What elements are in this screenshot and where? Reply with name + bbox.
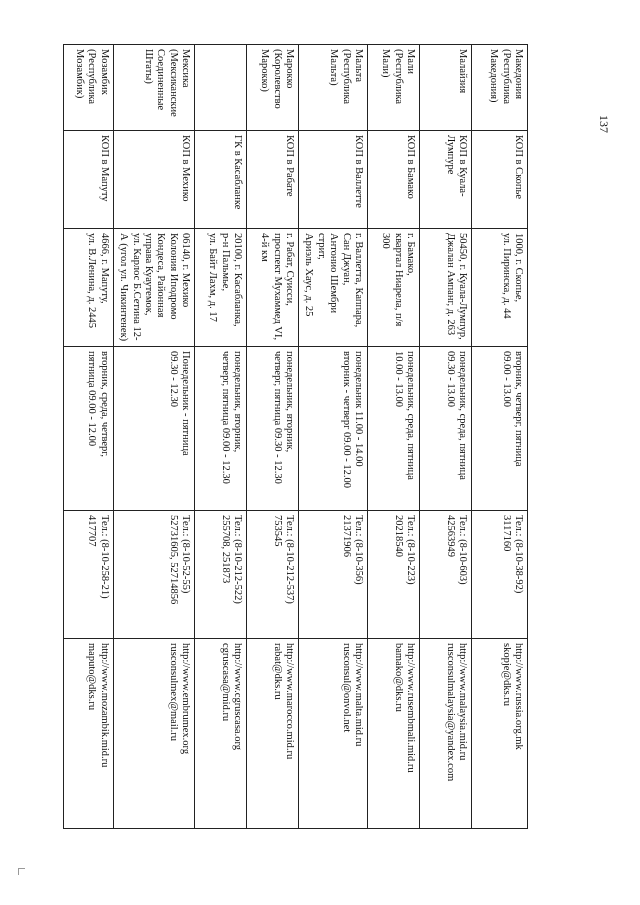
country-cell [63,45,113,131]
country-cell-text: Мозамбик (Республика Мозамбик) [74,49,110,105]
phone-cell [299,511,368,639]
phone-cell-text: Тел.: (8-10-52-55) 52731605, 52714856 [167,515,192,605]
office-cell [368,131,420,229]
country-cell [472,45,528,131]
office-cell [63,131,113,229]
table-row [368,45,420,829]
office-cell-text: КОП в Мехико [180,135,192,202]
phone-cell [368,511,420,639]
office-cell [420,131,472,229]
hours-cell [113,347,194,511]
table-row [247,45,299,829]
hours-cell [420,347,472,511]
country-cell [195,45,247,131]
website-email-cell-text: http://www.marocco.mid.ru rabat@dks.ru [271,643,296,760]
country-cell [299,45,368,131]
office-cell-text: КОП в Куала- Лумпуре [444,135,468,197]
office-cell-text: КОП в Скопье [513,135,524,200]
country-cell-text: Мали (Республика Мали) [380,49,416,105]
country-cell-text: Малайзия [457,49,468,94]
office-cell-text: ГК в Касабланке [232,135,244,210]
website-email-cell [420,639,472,829]
hours-cell-text: понедельник, вторник, четверг, пятница 09.00 - 12.30 [219,351,244,484]
table-row [63,45,113,829]
table-row [472,45,528,829]
phone-cell [472,511,528,639]
address-cell-text: 20100, г. Касабланка, р-н Пальмье, ул. Байт Лахм, д. 17 [207,233,244,327]
phone-cell-text: Тел.: (8-10-223) 20218540 [392,515,416,585]
phone-cell [195,511,247,639]
website-email-cell [247,639,299,829]
office-cell-text: КОП в Бамако [405,135,416,199]
hours-cell [63,347,113,511]
address-cell [472,229,528,347]
website-email-cell [368,639,420,829]
hours-cell [195,347,247,511]
phone-cell [247,511,299,639]
address-cell [63,229,113,347]
address-cell [420,229,472,347]
scan-corner-mark [18,868,25,875]
address-cell-text: 1000, г. Скопье, ул. Пиринска, д. 44 [500,233,524,319]
hours-cell-text: вторник, четверг, пятница 09.00 - 13.00 [500,351,524,467]
table-body [63,45,527,829]
website-email-cell-text: http://www.cgruscasa.org cgruscasa@mid.ru [219,643,244,751]
hours-cell [247,347,299,511]
website-email-cell-text: http://www.malaysia.mid.ru rusconsulmalaysia@yandex.com [444,643,468,782]
hours-cell-text: Понедельник - пятница 09.30 - 12.30 [167,351,192,456]
office-cell-text: КОП в Рабате [284,135,296,197]
phone-cell [63,511,113,639]
address-cell-text: 4666, г. Мапуту, ул. В.Ленина, д. 2445 [86,233,110,328]
hours-cell-text: вторник, среда, четверг, пятница 09.00 - 12.00 [86,351,110,458]
website-email-cell [195,639,247,829]
website-email-cell-text: http://www.malta.mid.ru rusconsul@onvol.net [340,643,364,747]
address-cell-text: 50450, г. Куала-Лумпур, Джалан Ампанг, д. 263 [444,233,468,340]
country-cell [368,45,420,131]
country-cell [113,45,194,131]
address-cell [195,229,247,347]
website-email-cell-text: http://www.mozambik.mid.ru maputo@dks.ru [86,643,110,768]
website-email-cell-text: http://www.embrumex.org rusconsulmex@mail.ru [167,643,192,755]
address-cell [247,229,299,347]
table-row [195,45,247,829]
website-email-cell [113,639,194,829]
consulate-table-container [74,44,528,828]
phone-cell-text: Тел.: (8-10-603) 42563949 [444,515,468,585]
table-row [420,45,472,829]
website-email-cell-text: http://www.russia.org.mk skopje@dks.ru [500,643,524,750]
table-row [113,45,194,829]
phone-cell-text: Тел.: (8-10-212-537) 753545 [271,515,296,604]
address-cell-text: г. Рабат, Суисси, проспект Мухаммед VI, 4-й км [259,233,296,341]
hours-cell-text: понедельник, вторник, четверг, пятница 09.30 - 12.30 [271,351,296,484]
hours-cell-text: понедельник, среда, пятница 09.30 - 13.00 [444,351,468,480]
office-cell [299,131,368,229]
country-cell [247,45,299,131]
office-cell-text: КОП в Валлетте [353,135,364,208]
address-cell-text: 06140, г. Мехико Колония Иподромо Кондеса, Районная управа Куаутемок, ул. Карлос Б.Сетина 12- А (угол ул. Чикинтенек) [118,233,192,342]
hours-cell [472,347,528,511]
phone-cell-text: Тел.: (8-10-38-92) 3117160 [500,515,524,594]
office-cell-text: КОП в Мапуту [98,135,110,202]
website-email-cell [63,639,113,829]
office-cell [195,131,247,229]
website-email-cell-text: http://www.rusembmali.mid.ru bamako@dks.ru [392,643,416,773]
office-cell [472,131,528,229]
address-cell [368,229,420,347]
country-cell [420,45,472,131]
consulate-contacts-table [63,44,528,829]
phone-cell-text: Тел.: (8-10-356) 21371906 [340,515,364,585]
office-cell [247,131,299,229]
hours-cell [299,347,368,511]
address-cell-text: г. Бамако, квартал Ниарела, п/я 300 [380,233,416,327]
country-cell-text: Мексика (Мексиканские Соединенные Штаты) [143,49,192,117]
website-email-cell [472,639,528,829]
hours-cell-text: понедельник 11.00 - 14.00 вторник - четверг 09.00 - 12.00 [340,351,364,488]
country-cell-text: Македония (Республика Македония) [488,49,524,105]
page-number: 137 [597,115,611,133]
hours-cell [368,347,420,511]
hours-cell-text: понедельник, среда, пятница 10.00 - 13.00 [392,351,416,480]
address-cell-text: г. Валлетта, Каппара, Сан Джуан, Антонио Шембри стрит, Ариэль Хаус, д. 25 [303,233,364,328]
address-cell [299,229,368,347]
office-cell [113,131,194,229]
address-cell [113,229,194,347]
country-cell-text: Мальта (Республика Мальта) [328,49,364,105]
table-row [299,45,368,829]
country-cell-text: Марокко (Королевство Марокко) [259,49,296,109]
website-email-cell [299,639,368,829]
phone-cell-text: Тел.: (8-10-212-522) 255708, 251873 [219,515,244,604]
phone-cell [420,511,472,639]
phone-cell [113,511,194,639]
phone-cell-text: Тел.: (8-10-258-21) 417707 [86,515,110,599]
